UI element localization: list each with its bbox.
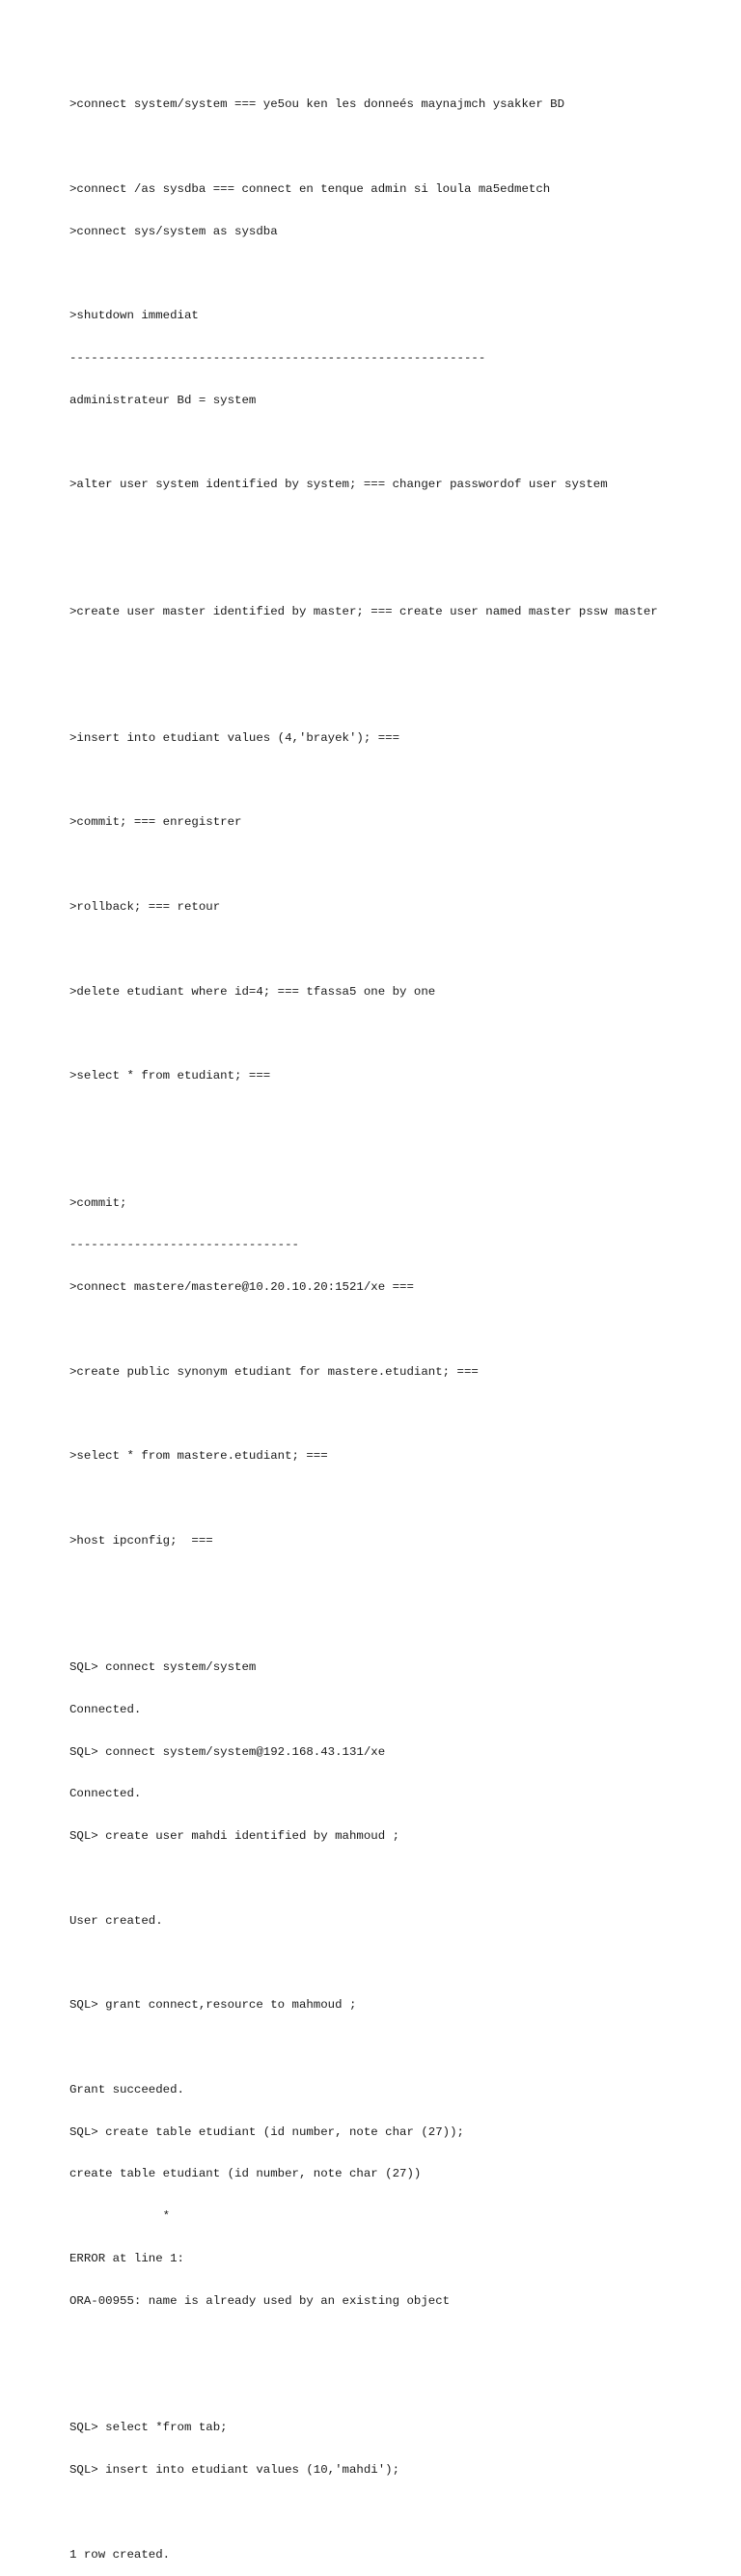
text-line xyxy=(69,1492,726,1506)
text-line xyxy=(69,943,726,957)
text-line xyxy=(69,140,726,154)
sql-output-line: Connected. xyxy=(69,1787,142,1801)
text-line: >connect system/system === ye5ou ken les donneés maynajmch ysakker BD xyxy=(69,97,565,112)
sql-output-line xyxy=(69,2337,726,2351)
separator-line: ---------------------------------------------------------- xyxy=(69,350,486,365)
text-line: >connect mastere/mastere@10.20.10.20:1521/xe === xyxy=(69,1280,414,1295)
text-line: >commit; xyxy=(69,1195,127,1210)
text-line xyxy=(69,858,726,872)
sql-output-line: SQL> create user mahdi identified by mahmoud ; xyxy=(69,1829,400,1844)
sql-error-line: ERROR at line 1: xyxy=(69,2252,184,2266)
text-line: >shutdown immediat xyxy=(69,309,199,323)
text-line xyxy=(69,774,726,788)
text-line: >insert into etudiant values (4,'brayek'); === xyxy=(69,730,400,745)
text-line xyxy=(69,562,726,577)
text-line: administrateur Bd = system xyxy=(69,393,257,407)
sql-output-line: * xyxy=(69,2209,171,2224)
text-line: >delete etudiant where id=4; === tfassa5 one by one xyxy=(69,984,436,999)
separator-line: -------------------------------- xyxy=(69,1238,299,1252)
sql-output-line xyxy=(69,1957,726,1971)
sql-output-line: SQL> select *from tab; xyxy=(69,2421,228,2435)
text-line xyxy=(69,1618,726,1632)
sql-output-line xyxy=(69,1872,726,1886)
text-line: >connect /as sysdba === connect en tenque admin si loula ma5edmetch xyxy=(69,181,551,196)
text-line xyxy=(69,1154,726,1168)
sql-output-line: SQL> create table etudiant (id number, note char (27)); xyxy=(69,2124,464,2139)
sql-output-line xyxy=(69,2041,726,2055)
sql-output-line: SQL> grant connect,resource to mahmoud ; xyxy=(69,1998,357,2013)
text-line xyxy=(69,1407,726,1421)
text-line: >rollback; === retour xyxy=(69,900,221,915)
text-line: >select * from mastere.etudiant; === xyxy=(69,1449,328,1464)
sql-output-line: SQL> insert into etudiant values (10,'mahdi'); xyxy=(69,2462,400,2477)
sql-error-line: ORA-00955: name is already used by an existing object xyxy=(69,2293,451,2308)
text-line xyxy=(69,435,726,450)
text-line: >select * from etudiant; === xyxy=(69,1069,271,1083)
document-text xyxy=(69,69,726,2576)
sql-output-line: create table etudiant (id number, note char (27)) xyxy=(69,2167,422,2181)
text-line: >connect sys/system as sysdba xyxy=(69,224,278,238)
sql-output-line: 1 row created. xyxy=(69,2547,171,2562)
sql-output-line: SQL> connect system/system@192.168.43.131/xe xyxy=(69,1744,386,1759)
sql-output-line: SQL> connect system/system xyxy=(69,1660,257,1675)
text-line xyxy=(69,1576,726,1591)
text-line xyxy=(69,689,726,703)
sql-output-line: User created. xyxy=(69,1913,163,1928)
text-line xyxy=(69,646,726,661)
sql-output-line xyxy=(69,2378,726,2393)
text-line: >create public synonym etudiant for mastere.etudiant; === xyxy=(69,1364,479,1379)
text-line xyxy=(69,520,726,534)
sql-output-line xyxy=(69,2506,726,2520)
text-line xyxy=(69,266,726,281)
text-line: >commit; === enregistrer xyxy=(69,815,242,830)
sql-output-line: Connected. xyxy=(69,1702,142,1716)
sql-output-line: Grant succeeded. xyxy=(69,2082,184,2096)
text-line xyxy=(69,1111,726,1126)
text-line: >create user master identified by master; === create user named master pssw master xyxy=(69,604,658,618)
text-line: >alter user system identified by system; === changer passwordof user system xyxy=(69,478,608,492)
text-line: >host ipconfig; === xyxy=(69,1533,213,1548)
text-line xyxy=(69,1027,726,1041)
text-line xyxy=(69,1323,726,1337)
